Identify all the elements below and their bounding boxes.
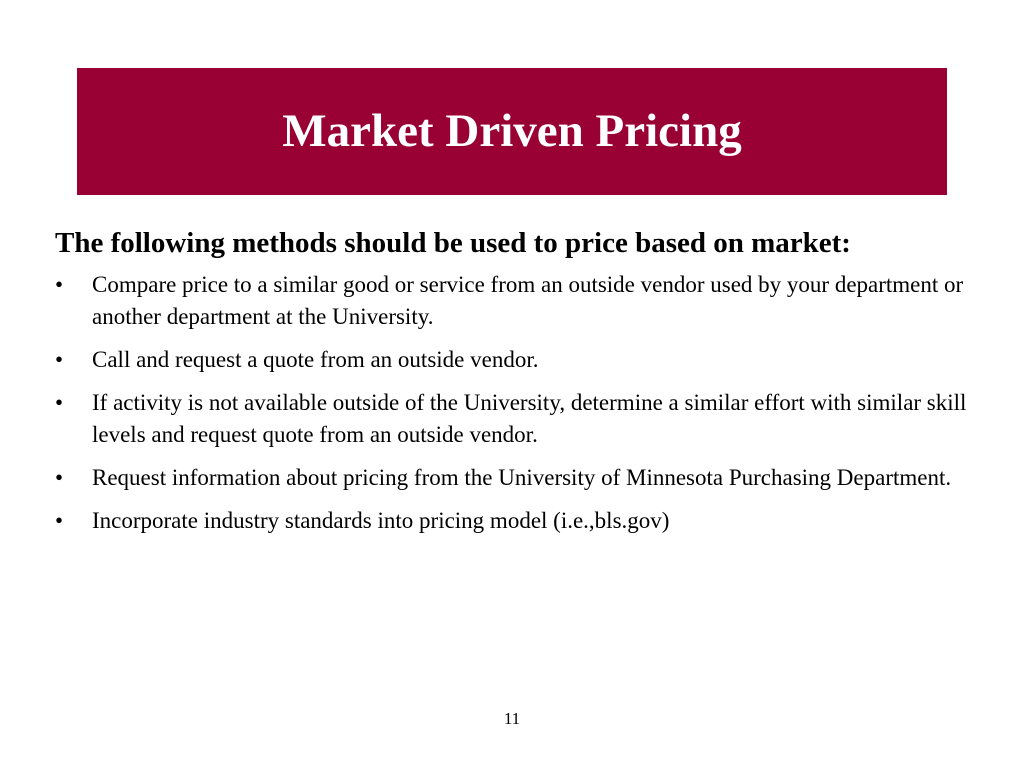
bullet-item bbox=[55, 387, 985, 451]
bullet-item bbox=[55, 505, 985, 537]
bullet-item bbox=[55, 344, 985, 376]
bullet-icon: • bbox=[55, 465, 64, 490]
bullet-item bbox=[55, 269, 985, 333]
bullet-icon: • bbox=[55, 508, 64, 533]
bullet-icon: • bbox=[55, 390, 64, 415]
slide-title: Market Driven Pricing bbox=[282, 105, 742, 157]
bullet-icon: • bbox=[55, 347, 64, 372]
bullet-text: Call and request a quote from an outside vendor. bbox=[92, 347, 539, 372]
bullet-text: Incorporate industry standards into pricing model (i.e.,bls.gov) bbox=[92, 508, 670, 533]
bullet-text: If activity is not available outside of the University, determine a similar effort with similar skill levels and request quote from an outside vendor. bbox=[92, 390, 967, 447]
bullet-icon: • bbox=[55, 272, 64, 297]
page-number: 11 bbox=[503, 709, 521, 728]
bullet-text: Request information about pricing from the University of Minnesota Purchasing Department. bbox=[92, 465, 952, 490]
bullet-list bbox=[55, 269, 985, 537]
bullet-text: Compare price to a similar good or service from an outside vendor used by your department or another department at the University. bbox=[92, 272, 964, 329]
title-banner bbox=[77, 68, 947, 195]
bullet-item bbox=[55, 462, 985, 494]
intro-text: The following methods should be used to price based on market: bbox=[55, 227, 851, 259]
slide-body bbox=[55, 224, 985, 548]
